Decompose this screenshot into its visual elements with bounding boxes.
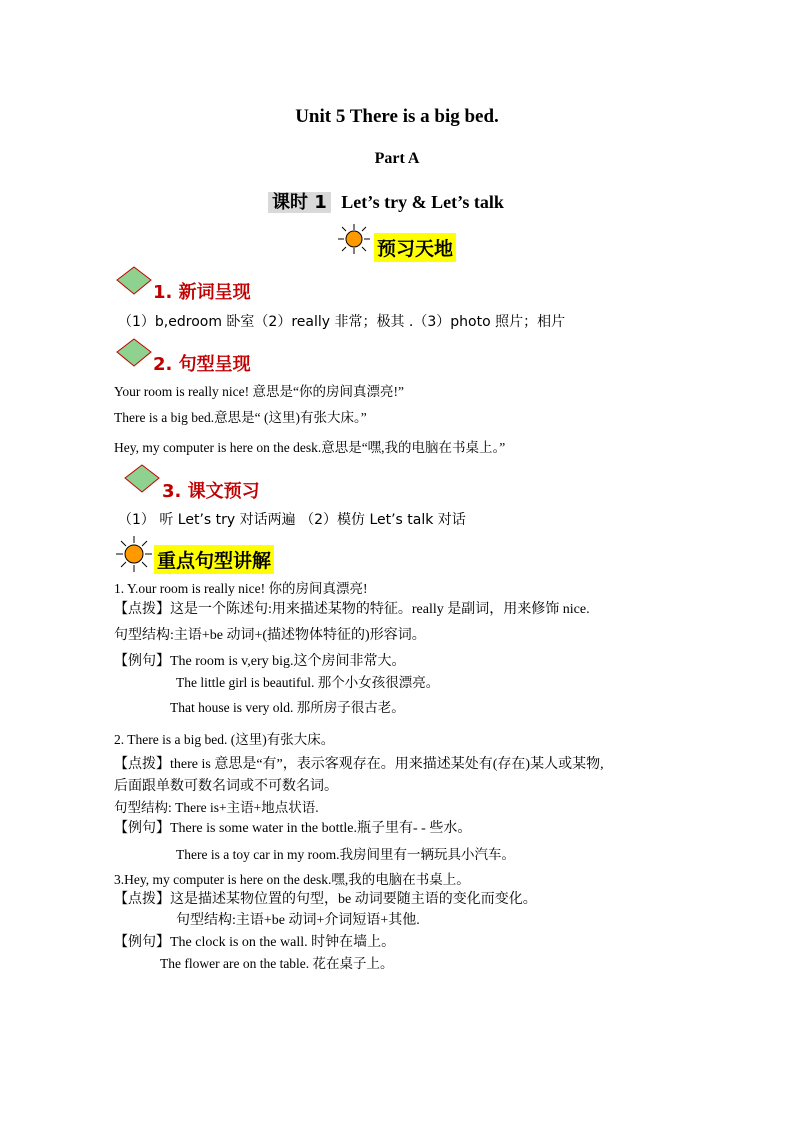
sun-icon [114,534,154,574]
example-line: 【例句】There is some water in the bottle.瓶子里有- - 些水。 [114,821,472,836]
section-sentences-title: 2. 句型呈现 [153,354,251,375]
sentence-line: There is a big bed.意思是“ (这里)有张大床。” [114,410,367,425]
lesson-heading [268,188,504,214]
example-line: 【例句】The room is v,ery big.这个房间非常大。 [114,654,406,669]
preview-banner: 预习天地 [374,233,456,262]
text-preview-line: （1） 听 Let’s try 对话两遍 （2）模仿 Let’s talk 对话 [118,512,466,528]
key-line: 【点拨】there is 意思是“有”，表示客观存在。用来描述某处有(存在)某人或某物, [114,757,604,772]
example-line: 【例句】The clock is on the wall. 时钟在墙上。 [114,935,396,950]
lesson-title: Let’s try & Let’s talk [341,192,504,212]
key-line: 句型结构: There is+主语+地点状语. [114,800,319,815]
section-new-words-title: 1. 新词呈现 [153,282,251,303]
diamond-icon [124,464,160,494]
diamond-icon [116,338,152,368]
example-line: That house is very old. 那所房子很古老。 [170,700,405,715]
key-line: 【点拨】这是描述某物位置的句型，be 动词要随主语的变化而变化。 [114,892,537,907]
section-preview-title: 3. 课文预习 [162,481,260,502]
key-line: 【点拨】这是一个陈述句:用来描述某物的特征。really 是副词，用来修饰 nice. [114,602,590,617]
key-line: 3.Hey, my computer is here on the desk.嘿,我的电脑在书桌上。 [114,872,470,887]
part-label: Part A [374,150,420,167]
key-line: 2. There is a big bed. (这里)有张大床。 [114,732,335,747]
sun-icon [336,222,372,256]
lesson-label: 课时 1 [268,192,331,213]
example-line: The flower are on the table. 花在桌子上。 [160,956,394,971]
diamond-icon [116,266,152,296]
key-line: 后面跟单数可数名词或不可数名词。 [114,779,338,794]
key-line: 句型结构:主语+be 动词+介词短语+其他. [176,913,420,928]
sentence-line: Your room is really nice! 意思是“你的房间真漂亮!” [114,384,404,399]
page-title: Unit 5 There is a big bed. [295,106,499,127]
sentence-line: Hey, my computer is here on the desk.意思是“嘿,我的电脑在书桌上。” [114,440,506,455]
new-words-line: （1）b,edroom 卧室（2）really 非常；极其 .（3）photo 照片；相片 [118,314,566,330]
key-line: 句型结构:主语+be 动词+(描述物体特征的)形容词。 [114,628,426,643]
key-line: 1. Y.our room is really nice! 你的房间真漂亮! [114,581,368,596]
example-line: There is a toy car in my room.我房间里有一辆玩具小汽车。 [176,847,515,862]
example-line: The little girl is beautiful. 那个小女孩很漂亮。 [176,675,440,690]
key-sentences-banner: 重点句型讲解 [154,545,274,574]
